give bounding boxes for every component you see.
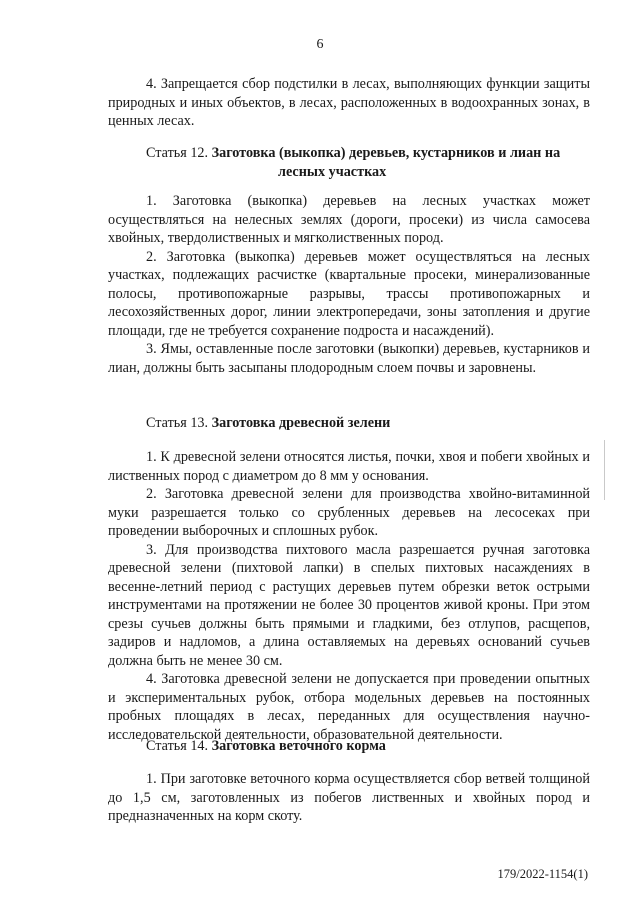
article-14-body [108,770,590,826]
article-12-paragraph-3: 3. Ямы, оставленные после заготовки (выкопки) деревьев, кустарников и лиан, должны быть засыпаны плодородным слоем почвы и заровнены. [108,341,590,376]
article-13-prefix: Статья 13. [146,415,212,431]
article-13-heading [108,414,590,433]
paragraph-4-litter [108,75,590,131]
article-12-paragraph-1: 1. Заготовка (выкопка) деревьев на лесных участках может осуществляться на нелесных землях (дороги, просеки) из числа самосева хвойных, твердолиственных и мягколиственных пород. [108,193,590,246]
article-12-title: Заготовка (выкопка) деревьев, кустарников и лиан на [211,145,561,161]
article-14-heading [108,737,590,756]
article-14-title: Заготовка веточного корма [211,738,386,754]
article-13-paragraph-4: 4. Заготовка древесной зелени не допускается при проведении опытных и экспериментальных рубок, отбора модельных деревьев на постоянных пробных площадях в лесах, переданных для осуществления научно-исследовательской деятельности, образовательной деятельности. [108,671,590,743]
article-12-paragraph-2: 2. Заготовка (выкопка) деревьев может осуществляться на лесных участках, подлежащих расчистке (квартальные просеки, минерализованные полосы, противопожарные разрывы, трассы противопожарных и лесохозяйственных дорог, линии электропередачи, зоны затопления и другие площади, где не требуется сохранение подроста и насаждений). [108,248,590,339]
article-12-prefix: Статья 12. [146,145,212,161]
article-13-title: Заготовка древесной зелени [211,415,391,431]
scan-edge-mark [604,440,605,500]
page-number: 6 [316,37,324,52]
article-13-paragraph-1: 1. К древесной зелени относятся листья, почки, хвоя и побеги хвойных и лиственных пород с диаметром до 8 мм у основания. [108,449,590,484]
article-12-heading [108,144,590,181]
article-12-title-line-2: лесных участках [278,163,387,180]
article-13-body [108,448,590,744]
article-14-paragraph-1: 1. При заготовке веточного корма осуществляется сбор ветвей толщиной до 1,5 см, заготовленных из побегов лиственных и хвойных пород и предназначенных на корм скоту. [108,771,590,824]
article-14-prefix: Статья 14. [146,738,212,754]
article-13-paragraph-2: 2. Заготовка древесной зелени для производства хвойно-витаминной муки разрешается только со срубленных деревьев на лесосеках при проведении выборочных и сплошных рубок. [108,486,590,539]
paragraph-text: 4. Запрещается сбор подстилки в лесах, выполняющих функции защиты природных и иных объектов, в лесах, расположенных в водоохранных зонах, в ценных лесах. [108,76,590,129]
document-code: 179/2022-1154(1) [497,867,588,881]
article-13-paragraph-3: 3. Для производства пихтового масла разрешается ручная заготовка древесной зелени (пихтовой лапки) в спелых пихтовых насаждениях в весенне-летний период с растущих деревьев путем обрезки веток острыми инструментами на протяжении не более 30 процентов живой кроны. При этом срезы сучьев должны быть прямыми и гладкими, без отлупов, расщепов, задиров и надломов, а длина оставляемых на деревьях оснований сучьев должна быть не менее 30 см. [108,541,590,669]
article-12-body [108,192,590,377]
